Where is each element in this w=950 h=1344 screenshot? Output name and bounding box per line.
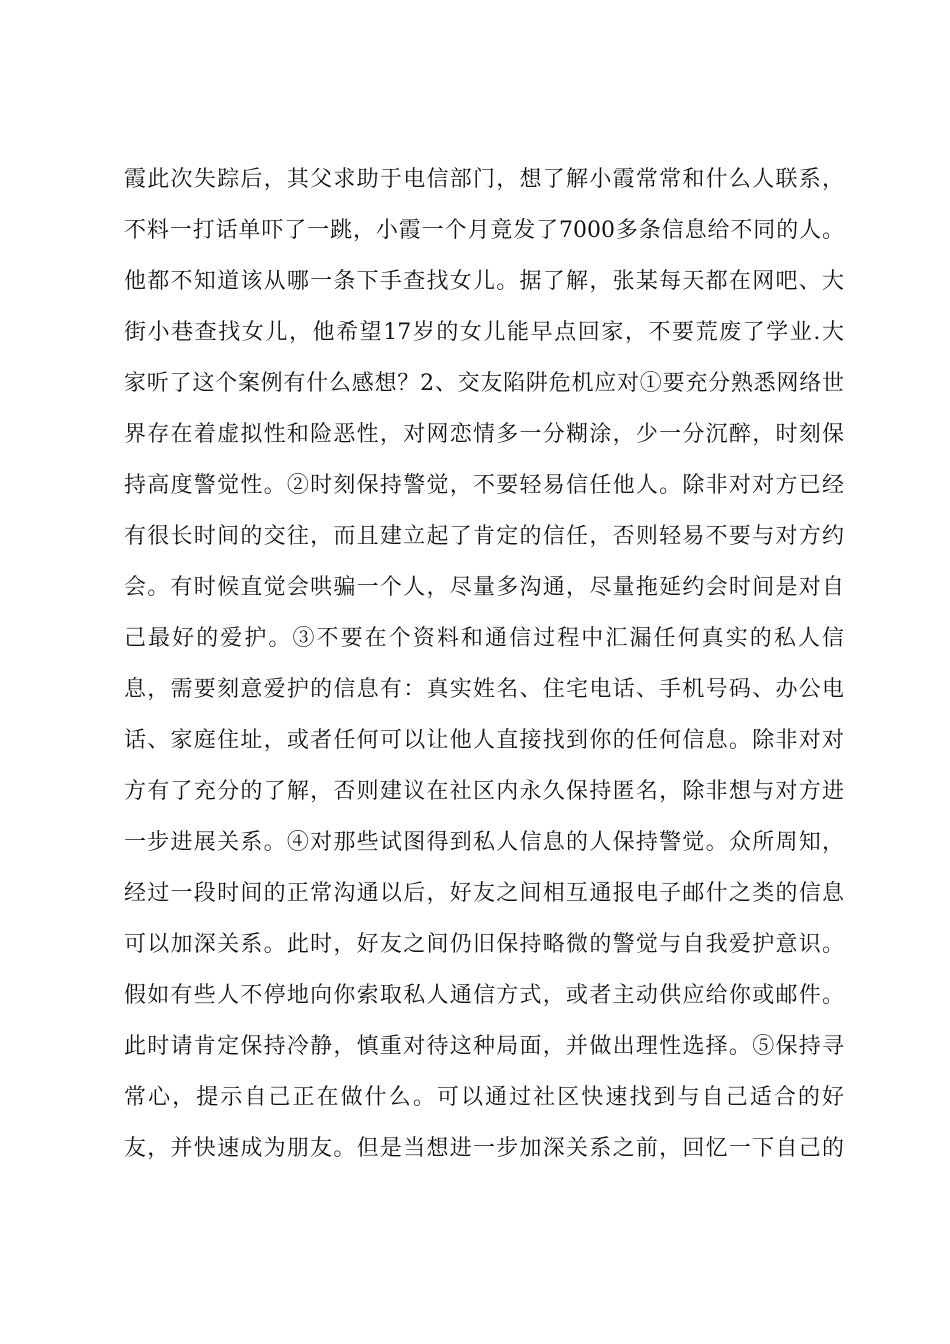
text-line-16: 可以加深关系。此时，好友之间仍旧保持略微的警觉与自我爱护意识。: [124, 932, 844, 957]
text-line-11: 息，需要刻意爱护的信息有：真实姓名、住宅电话、手机号码、办公电: [124, 677, 844, 702]
text-line-19: 常心，提示自己正在做什么。可以通过社区快速找到与自己适合的好: [124, 1085, 844, 1110]
text-line-2: 不料一打话单吓了一跳，小霞一个月竟发了7000多条信息给不同的人。: [124, 218, 844, 243]
text-line-13: 方有了充分的了解，否则建议在社区内永久保持匿名，除非想与对方进: [124, 779, 844, 804]
text-line-6: 界存在着虚拟性和险恶性，对网恋情多一分糊涂，少一分沉醉，时刻保: [124, 422, 844, 447]
body-text: [124, 154, 844, 1174]
text-line-17: 假如有些人不停地向你索取私人通信方式，或者主动供应给你或邮件。: [124, 983, 844, 1008]
text-line-18: 此时请肯定保持冷静，慎重对待这种局面，并做出理性选择。⑤保持寻: [124, 1034, 844, 1059]
text-line-5: 家听了这个案例有什么感想？2、交友陷阱危机应对①要充分熟悉网络世: [124, 371, 844, 396]
text-line-4: 街小巷查找女儿，他希望17岁的女儿能早点回家，不要荒废了学业.大: [124, 320, 844, 345]
text-line-8: 有很长时间的交往，而且建立起了肯定的信任，否则轻易不要与对方约: [124, 524, 844, 549]
text-line-3: 他都不知道该从哪一条下手查找女儿。据了解，张某每天都在网吧、大: [124, 269, 844, 294]
text-line-10: 己最好的爱护。③不要在个资料和通信过程中汇漏任何真实的私人信: [124, 626, 844, 651]
text-line-12: 话、家庭住址，或者任何可以让他人直接找到你的任何信息。除非对对: [124, 728, 844, 753]
text-line-7: 持高度警觉性。②时刻保持警觉，不要轻易信任他人。除非对对方已经: [124, 473, 844, 498]
text-line-14: 一步进展关系。④对那些试图得到私人信息的人保持警觉。众所周知，: [124, 830, 844, 855]
text-line-20: 友，并快速成为朋友。但是当想进一步加深关系之前，回忆一下自己的: [124, 1136, 844, 1161]
text-line-1: 霞此次失踪后，其父求助于电信部门，想了解小霞常常和什么人联系，: [124, 167, 844, 192]
text-line-15: 经过一段时间的正常沟通以后，好友之间相互通报电子邮什之类的信息: [124, 881, 844, 906]
text-line-9: 会。有时候直觉会哄骗一个人，尽量多沟通，尽量拖延约会时间是对自: [124, 575, 844, 600]
